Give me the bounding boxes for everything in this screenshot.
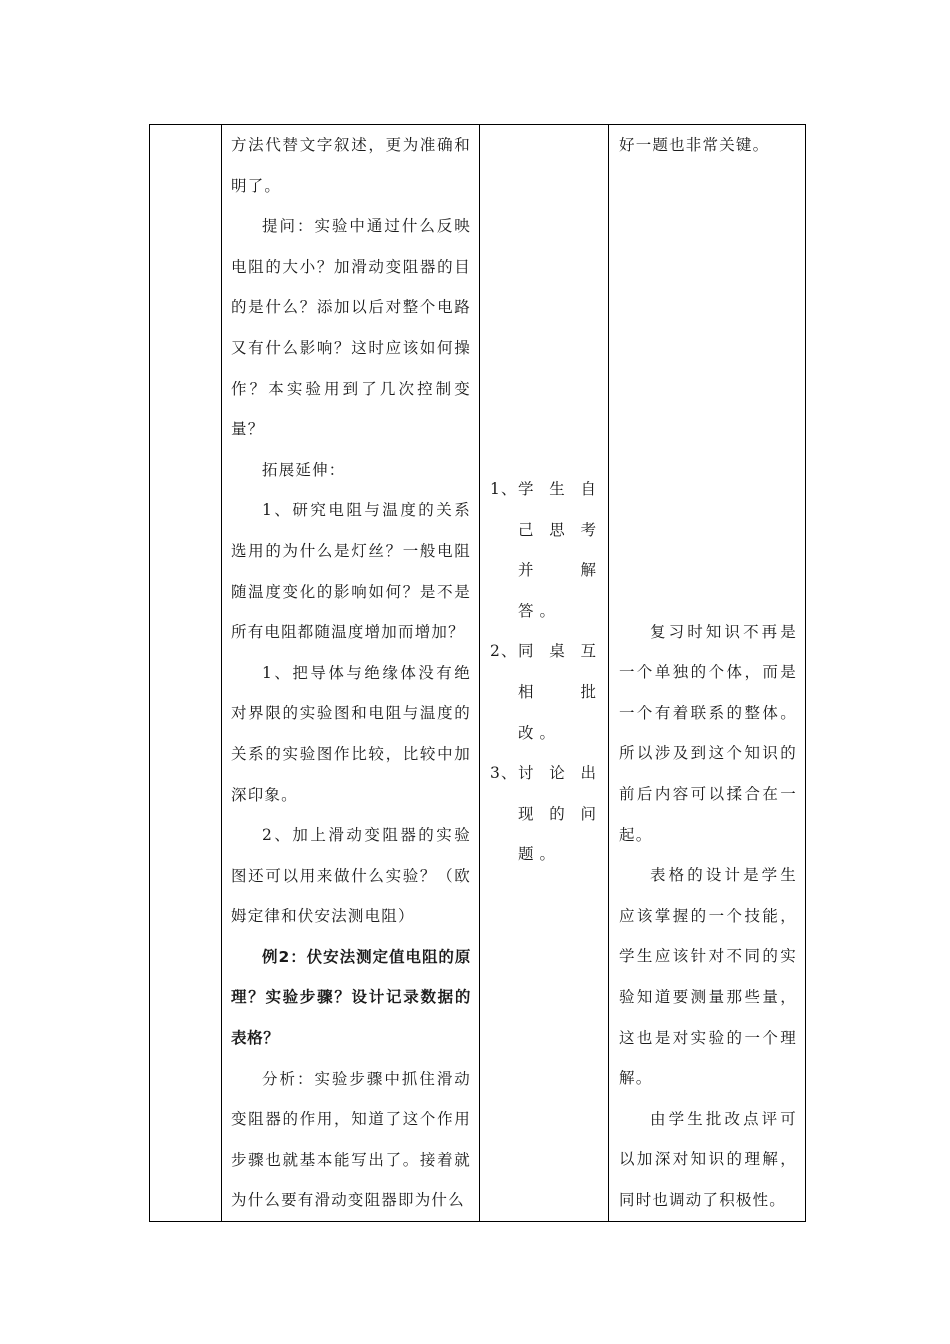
stage-cell <box>150 125 222 1222</box>
item-text: 同桌互相批改。 <box>518 642 602 742</box>
design-paragraph: 表格的设计是学生应该掌握的一个技能，学生应该针对不同的实验知道要测量那些量，这也是对实验的一个理解。 <box>619 866 797 1088</box>
example-question: 例2：伏安法测定值电阻的原理？实验步骤？设计记录数据的表格？ <box>231 947 471 1048</box>
teacher-activity-cell <box>222 125 480 1222</box>
design-paragraph: 好一题也非常关键。 <box>619 136 770 154</box>
item-text: 学生自己思考并解答。 <box>518 480 602 620</box>
lesson-plan-table <box>149 124 806 1222</box>
spacer <box>619 166 797 612</box>
design-paragraph: 复习时知识不再是一个单独的个体，而是一个有着联系的整体。所以涉及到这个知识的前后内容可以揉合在一起。 <box>619 622 797 844</box>
teacher-paragraph: 2、加上滑动变阻器的实验图还可以用来做什么实验？（欧姆定律和伏安法测电阻） <box>231 826 471 926</box>
design-paragraph: 由学生批改点评可以加深对知识的理解，同时也调动了积极性。 <box>619 1109 797 1209</box>
item-number: 3、 <box>490 764 518 783</box>
list-item <box>490 469 602 631</box>
teacher-paragraph: 1、把导体与绝缘体没有绝对界限的实验图和电阻与温度的关系的实验图作比较，比较中加深印象。 <box>231 663 471 804</box>
list-item <box>490 753 602 875</box>
teacher-paragraph: 分析：实验步骤中抓住滑动变阻器的作用，知道了这个作用步骤也就基本能写出了。接着就为什么要有滑动变阻器即为什么 <box>231 1069 471 1210</box>
teacher-paragraph: 1、研究电阻与温度的关系选用的为什么是灯丝？一般电阻随温度变化的影响如何？是不是所有电阻都随温度增加而增加？ <box>231 501 471 642</box>
item-number: 1、 <box>490 480 518 498</box>
student-activity-cell <box>480 125 609 1222</box>
teacher-paragraph: 提问：实验中通过什么反映电阻的大小？加滑动变阻器的目的是什么？添加以后对整个电路又有什么影响？这时应该如何操作？本实验用到了几次控制变量？ <box>231 217 471 439</box>
teacher-paragraph: 方法代替文字叙述，更为准确和明了。 <box>231 136 471 195</box>
table-row <box>150 125 806 1222</box>
list-item <box>490 631 602 753</box>
item-text: 讨论出现的问题。 <box>518 764 602 864</box>
design-intent-cell <box>609 125 806 1222</box>
teacher-paragraph: 拓展延伸： <box>262 460 346 479</box>
item-number: 2、 <box>490 642 518 661</box>
